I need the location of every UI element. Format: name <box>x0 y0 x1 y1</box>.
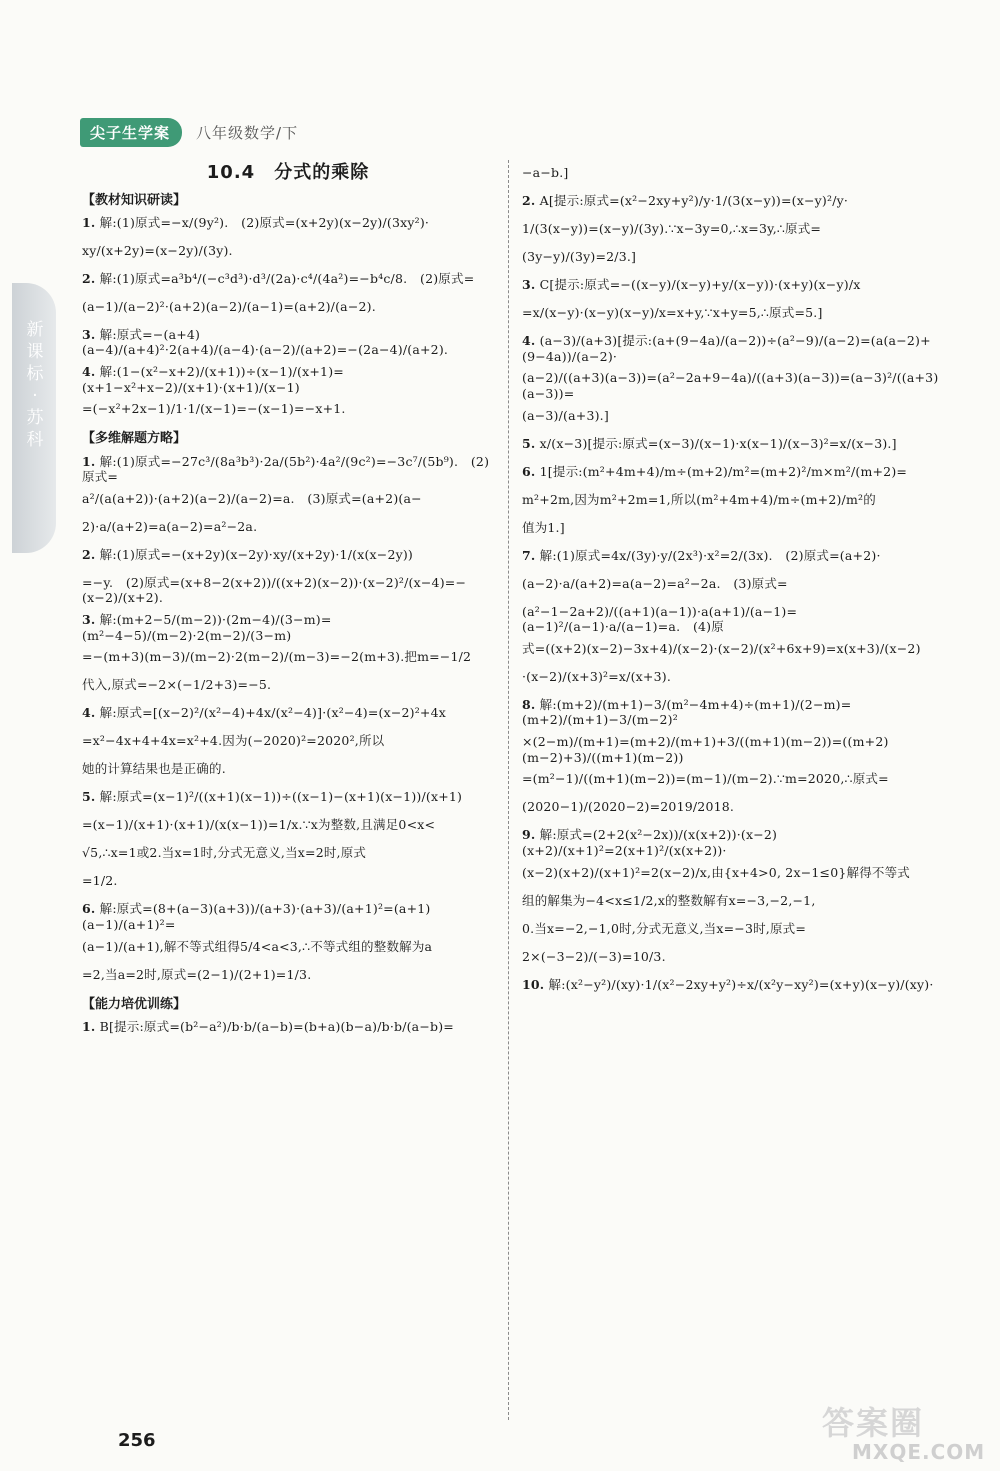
problem-item <box>82 547 494 606</box>
problem-item <box>522 277 942 327</box>
problem-item <box>522 697 942 822</box>
problem-item <box>82 901 494 988</box>
side-tab-label: 新课标·苏科 <box>26 320 44 450</box>
problem-line: ·(x−2)/(x+3)²=x/(x+3). <box>522 668 671 684</box>
problem-line: (x−2)(x+2)/(x+1)²=2(x−2)/x,由{x+4>0, 2x−1≤0}解得不等式 <box>522 864 911 880</box>
problem-line: 值为1.] <box>522 519 565 535</box>
problem-item <box>522 333 942 430</box>
problem-line: =2,当a=2时,原式=(2−1)/(2+1)=1/3. <box>82 966 312 982</box>
problem-item <box>522 827 942 970</box>
problem-line: =−y. (2)原式=(x+8−2(x+2))/((x+2)(x−2))·(x−2)²/(x−4)=−(x−2)/(x+2). <box>82 574 467 606</box>
problem-line: 解:(1)原式=4x/(3y)·y/(2x³)·x²=2/(3x). (2)原式=(a+2)· <box>539 547 881 563</box>
problem-line: −a−b.] <box>522 165 569 180</box>
problem-number: 10. <box>522 976 545 992</box>
problem-line: 2×(−3−2)/(−3)=10/3. <box>522 948 666 964</box>
problem-item <box>82 364 494 423</box>
problem-line: (a−2)/((a+3)(a−3))=(a²−2a+9−4a)/((a+3)(a−3))=(a−3)²/((a+3)(a−3))= <box>522 370 939 401</box>
problem-item <box>522 193 942 271</box>
problem-item <box>82 789 494 895</box>
problem-line: =(m²−1)/((m+1)(m−2))=(m−1)/(m−2).∵m=2020,∴原式= <box>522 771 889 787</box>
problem-line: (a−3)/(a+3)[提示:(a+(9−4a)/(a−2))÷(a²−9)/(a−2)=(a(a−2)+(9−4a))/(a−2)· <box>522 333 931 364</box>
right-column-body <box>522 165 942 999</box>
problem-line: x/(x−3)[提示:原式=(x−3)/(x−1)·x(x−1)/(x−3)²=x/(x−3).] <box>539 435 897 451</box>
problem-line: C[提示:原式=−((x−y)/(x−y)+y/(x−y))·(x+y)(x−y)/x <box>539 277 861 292</box>
left-column <box>82 162 494 1047</box>
problem-line: 解:原式=(2+2(x²−2x))/(x(x+2))·(x−2)(x+2)/(x+1)²=2(x+1)²/(x(x+2))· <box>522 827 778 858</box>
problem-item <box>82 215 494 265</box>
problem-item <box>522 977 942 999</box>
problem-line: 式=((x+2)(x−2)−3x+4)/(x−2)·(x−2)/(x²+6x+9)=x(x+3)/(x−2) <box>522 640 921 656</box>
page-header <box>80 118 298 147</box>
problem-line: 解:(1)原式=−27c³/(8a³b³)·2a/(5b²)·4a²/(9c²)=−3c⁷/(5b⁹). (2)原式= <box>82 453 490 485</box>
problem-item <box>522 464 942 542</box>
problem-line: 代入,原式=−2×(−1/2+3)=−5. <box>82 677 272 693</box>
problem-line: 解:原式=(x−1)²/((x+1)(x−1))÷((x−1)−(x+1)(x−1))/(x+1) <box>99 789 463 805</box>
problem-line: (2020−1)/(2020−2)=2019/2018. <box>522 799 735 815</box>
problem-line: 解:原式=[(x−2)²/(x²−4)+4x/(x²−4)]·(x²−4)=(x−2)²+4x <box>99 705 447 721</box>
problem-item <box>82 454 494 541</box>
problem-line: (a−3)/(a+3).] <box>522 407 609 423</box>
problem-line: 解:原式=−(a+4)(a−4)/(a+4)²·2(a+4)/(a−4)·(a−2)/(a+2)=−(2a−4)/(a+2). <box>82 326 449 358</box>
problem-number: 8. <box>522 696 536 712</box>
problem-line: B[提示:原式=(b²−a²)/b·b/(a−b)=(b+a)(b−a)/b·b/(a−b)= <box>99 1018 454 1034</box>
problem-line: A[提示:原式=(x²−2xy+y²)/y·1/(3(x−y))=(x−y)²/y· <box>539 193 849 208</box>
page-number: 256 <box>118 1430 156 1451</box>
problem-number: 2. <box>522 193 536 208</box>
problem-line: =(−x²+2x−1)/1·1/(x−1)=−(x−1)=−x+1. <box>82 401 346 417</box>
problem-line: (a−1)/(a−2)²·(a+2)(a−2)/(a−1)=(a+2)/(a−2). <box>82 298 376 314</box>
problem-item <box>82 612 494 699</box>
left-column-body <box>82 193 494 1041</box>
problem-number: 6. <box>522 463 536 479</box>
problem-line: =−(m+3)(m−3)/(m−2)·2(m−2)/(m−3)=−2(m+3).把m=−1/2 <box>82 649 472 665</box>
problem-item <box>522 548 942 691</box>
problem-number: 5. <box>82 789 96 805</box>
problem-number: 4. <box>82 705 96 721</box>
side-tab <box>12 283 56 553</box>
problem-number: 7. <box>522 547 536 563</box>
problem-item <box>82 1019 494 1041</box>
problem-line: 1/(3(x−y))=(x−y)/(3y).∵x−3y=0,∴x=3y,∴原式= <box>522 221 822 236</box>
section-heading: 【教材知识研读】 <box>82 192 187 208</box>
problem-line: 1[提示:(m²+4m+4)/m÷(m+2)/m²=(m+2)²/m×m²/(m+2)= <box>539 463 908 479</box>
brand-badge: 尖子生学案 <box>80 118 182 147</box>
problem-item <box>522 436 942 458</box>
problem-item <box>82 705 494 783</box>
right-column <box>522 162 942 1005</box>
problem-line: 0.当x=−2,−1,0时,分式无意义,当x=−3时,原式= <box>522 920 807 936</box>
section-title: 10.4 分式的乘除 <box>206 162 370 183</box>
problem-item <box>82 271 494 321</box>
problem-line: 解:(m+2−5/(m−2))·(2m−4)/(3−m)=(m²−4−5)/(m−2)·2(m−2)/(3−m) <box>82 612 332 643</box>
problem-number: 1. <box>82 453 96 469</box>
problem-number: 3. <box>82 612 96 627</box>
problem-line: m²+2m,因为m²+2m=1,所以(m²+4m+4)/m÷(m+2)/m²的 <box>522 491 876 507</box>
problem-number: 6. <box>82 901 96 917</box>
problem-line: (a−1)/(a+1),解不等式组得5/4<a<3,∴不等式组的整数解为a <box>82 938 433 954</box>
problem-item <box>82 327 494 358</box>
problem-line: a²/(a(a+2))·(a+2)(a−2)/(a−2)=a. (3)原式=(a+2)(a− <box>82 490 422 506</box>
problem-item <box>522 165 942 187</box>
problem-line: √5,∴x=1或2.当x=1时,分式无意义,当x=2时,原式 <box>82 845 367 861</box>
problem-line: 解:(1)原式=−x/(9y²). (2)原式=(x+2y)(x−2y)/(3xy²)· <box>99 214 430 230</box>
problem-line: 解:(1)原式=−(x+2y)(x−2y)·xy/(x+2y)·1/(x(x−2y)) <box>99 546 414 562</box>
section-heading: 【多维解题方略】 <box>82 431 187 447</box>
problem-number: 5. <box>522 435 536 451</box>
problem-number: 2. <box>82 270 96 286</box>
problem-number: 4. <box>82 364 96 379</box>
problem-line: =(x−1)/(x+1)·(x+1)/(x(x−1))=1/x.∵x为整数,且满足0<x< <box>82 817 436 833</box>
problem-number: 3. <box>82 326 96 342</box>
problem-line: 2)·a/(a+2)=a(a−2)=a²−2a. <box>82 518 258 534</box>
problem-line: =1/2. <box>82 873 118 889</box>
problem-line: (3y−y)/(3y)=2/3.] <box>522 249 637 264</box>
watermark-url: MXQE.COM <box>852 1440 986 1464</box>
problem-line: 她的计算结果也是正确的. <box>82 761 226 777</box>
section-heading: 【能力培优训练】 <box>82 996 187 1012</box>
problem-number: 1. <box>82 214 96 230</box>
problem-line: =x²−4x+4+4x=x²+4.因为(−2020)²=2020²,所以 <box>82 733 385 749</box>
watermark-logo: 答案圈 <box>822 1404 925 1442</box>
problem-line: (a−2)·a/(a+2)=a(a−2)=a²−2a. (3)原式= <box>522 575 788 591</box>
subject-label: 八年级数学/下 <box>196 124 299 142</box>
problem-line: ×(2−m)/(m+1)=(m+2)/(m+1)+3/((m+1)(m−2))=((m+2)(m−2)+3)/((m+1)(m−2)) <box>522 734 889 765</box>
problem-line: 解:(1)原式=a³b⁴/(−c³d³)·d³/(2a)·c⁴/(4a²)=−b⁴c/8. (2)原式= <box>99 270 475 286</box>
problem-line: 组的解集为−4<x≤1/2,x的整数解有x=−3,−2,−1, <box>522 892 816 908</box>
problem-line: (a²−1−2a+2)/((a+1)(a−1))·a(a+1)/(a−1)=(a−1)²/(a−1)·a/(a−1)=a. (4)原 <box>522 603 798 635</box>
column-divider <box>508 160 509 1420</box>
problem-number: 2. <box>82 546 96 562</box>
problem-line: 解:(m+2)/(m+1)−3/(m²−4m+4)÷(m+1)/(2−m)=(m+2)/(m+1)−3/(m−2)² <box>522 696 852 728</box>
problem-number: 4. <box>522 333 536 348</box>
problem-line: 解:(x²−y²)/(xy)·1/(x²−2xy+y²)÷x/(x²y−xy²)=(x+y)(x−y)/(xy)· <box>548 976 934 992</box>
problem-line: 解:(1−(x²−x+2)/(x+1))÷(x−1)/(x+1)=(x+1−x²+x−2)/(x+1)·(x+1)/(x−1) <box>82 364 344 395</box>
problem-number: 3. <box>522 277 536 292</box>
problem-number: 9. <box>522 827 536 843</box>
problem-line: xy/(x+2y)=(x−2y)/(3y). <box>82 242 233 258</box>
problem-line: 解:原式=(8+(a−3)(a+3))/(a+3)·(a+3)/(a+1)²=(a+1)(a−1)/(a+1)²= <box>82 901 431 932</box>
problem-number: 1. <box>82 1018 96 1034</box>
problem-line: =x/(x−y)·(x−y)(x−y)/x=x+y,∵x+y=5,∴原式=5.] <box>522 305 823 320</box>
